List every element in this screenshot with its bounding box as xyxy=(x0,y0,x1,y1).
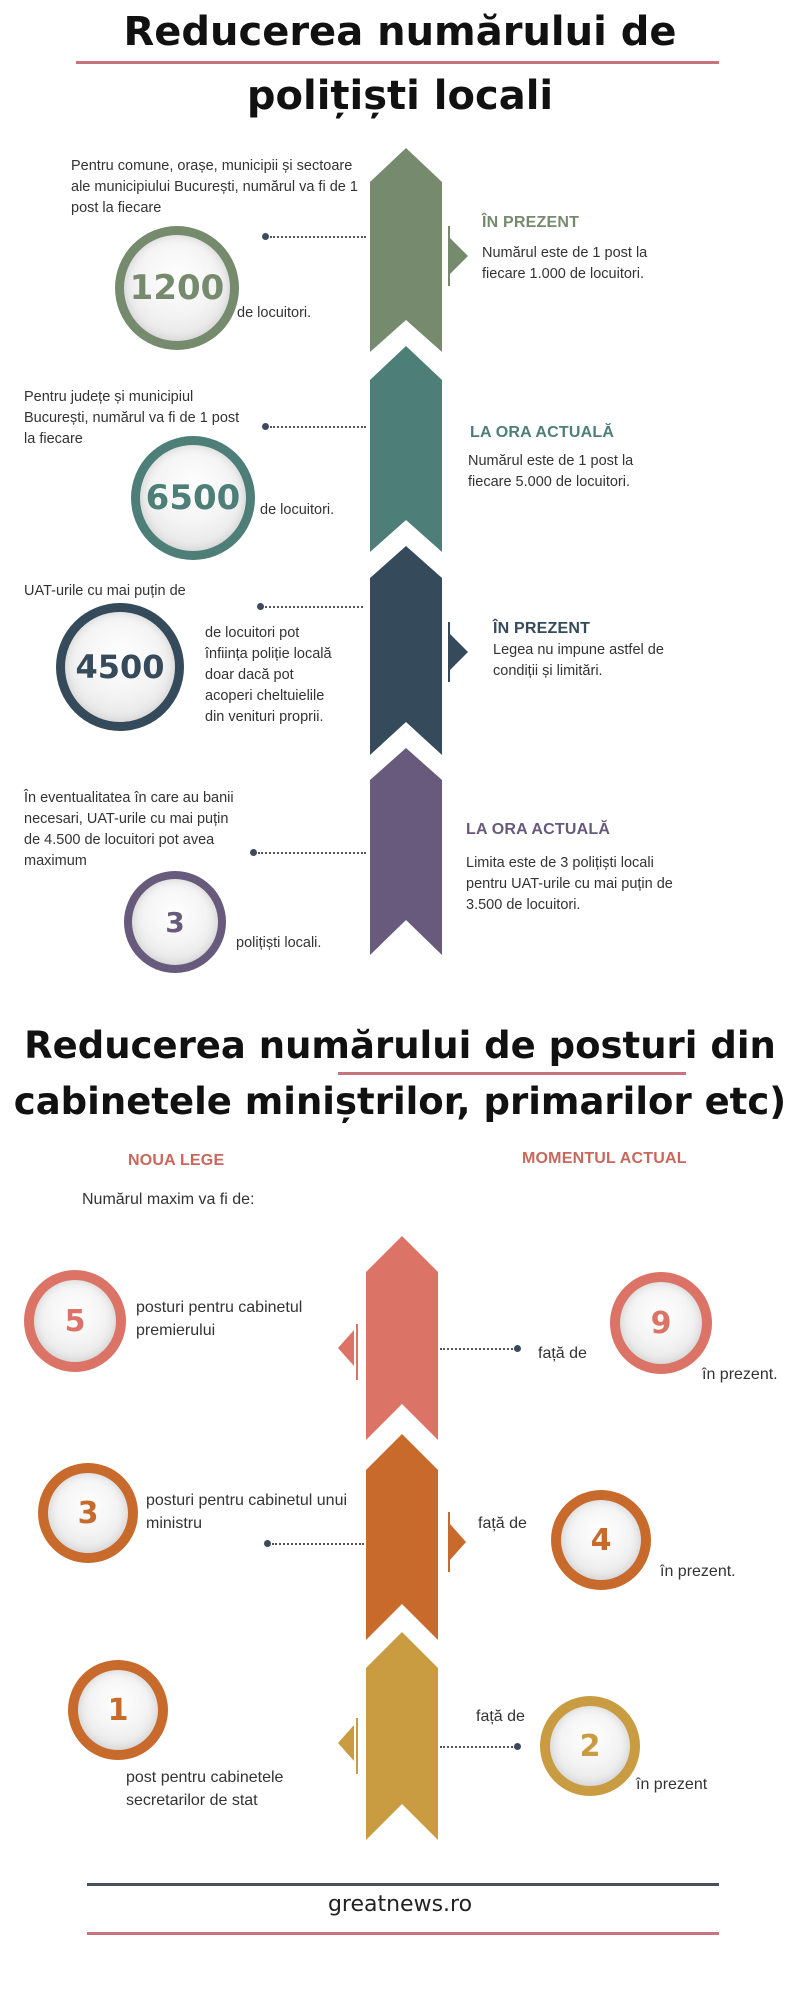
footer-bottom-rule xyxy=(87,1932,719,1935)
old-number-2: 2 xyxy=(550,1706,630,1786)
number-4500: 4500 xyxy=(65,612,175,722)
old-circle-9 xyxy=(610,1272,712,1374)
old-circle-2 xyxy=(540,1696,640,1796)
connector-dot xyxy=(250,849,257,856)
item2-left-text: Pentru județe și municipiul București, numărul va fi de 1 post la fiecare xyxy=(24,389,240,447)
title-underline-2 xyxy=(338,1072,686,1075)
connector-dot xyxy=(262,233,269,240)
timeline-chevron-1 xyxy=(370,148,442,352)
item1-right-heading: ÎN PREZENT xyxy=(482,214,580,231)
item6-new-text: posturi pentru cabinetul unui ministru xyxy=(146,1492,348,1532)
connector-line xyxy=(270,236,366,238)
old-circle-4 xyxy=(551,1490,651,1590)
footer-site: greatnews.ro xyxy=(327,1892,473,1917)
timeline-chevron-6 xyxy=(366,1434,438,1640)
number-circle-3 xyxy=(124,871,226,973)
new-number-5: 5 xyxy=(34,1280,116,1362)
item4-left-text: În eventualitatea în care au banii necesari, UAT-urile cu mai puțin de 4.500 de locuitori pot avea maximum xyxy=(24,790,234,869)
col-left-heading: NOUA LEGE xyxy=(128,1152,225,1169)
old-number-4: 4 xyxy=(561,1500,641,1580)
pointer-tick xyxy=(448,622,450,682)
item4-right-text: Limita este de 3 polițiști locali pentru UAT-urile cu mai puțin de 3.500 de locuitori. xyxy=(466,855,673,913)
timeline-chevron-5 xyxy=(366,1236,438,1440)
pointer-right-6 xyxy=(450,1524,466,1560)
item6-vs: față de xyxy=(478,1515,527,1532)
number-circle-6500 xyxy=(131,436,255,560)
timeline-chevron-2 xyxy=(370,346,442,552)
number-6500: 6500 xyxy=(140,445,246,551)
item5-new-text: posturi pentru cabinetul premierului xyxy=(136,1299,303,1339)
item3-right-text: Legea nu impune astfel de condiții și limitări. xyxy=(493,642,664,679)
new-circle-3 xyxy=(38,1463,138,1563)
connector-dot xyxy=(514,1743,521,1750)
item2-right-text: Numărul este de 1 post la fiecare 5.000 de locuitori. xyxy=(468,453,634,490)
item1-left-text: Pentru comune, orașe, municipii și sectoare ale municipiului București, numărul va fi de 1 post la fiecare xyxy=(71,158,358,216)
item3-suffix: de locuitori pot înființa poliție locală doar dacă pot acoperi cheltuielile din venituri proprii. xyxy=(205,625,332,725)
item2-right-heading: LA ORA ACTUALĂ xyxy=(470,424,615,441)
connector-line xyxy=(265,606,363,608)
item6-old-suffix: în prezent. xyxy=(660,1563,736,1580)
item3-right-heading: ÎN PREZENT xyxy=(493,620,591,637)
timeline-chevron-7 xyxy=(366,1632,438,1840)
item4-right-heading: LA ORA ACTUALĂ xyxy=(466,821,611,838)
section2-title-line1: Reducerea numărului de posturi din xyxy=(24,1024,776,1067)
connector-dot xyxy=(257,603,264,610)
item3-left-text: UAT-urile cu mai puțin de xyxy=(24,583,186,599)
old-number-9: 9 xyxy=(620,1282,702,1364)
item5-old-suffix: în prezent. xyxy=(702,1366,778,1383)
connector-line xyxy=(270,426,366,428)
connector-dot xyxy=(514,1345,521,1352)
number-1200: 1200 xyxy=(124,235,230,341)
connector-line xyxy=(258,852,366,854)
connector-dot xyxy=(262,423,269,430)
new-circle-5 xyxy=(24,1270,126,1372)
footer-top-rule xyxy=(87,1883,719,1886)
number-circle-4500 xyxy=(56,603,184,731)
pointer-tick xyxy=(356,1324,358,1380)
pointer-right-1 xyxy=(450,238,468,274)
item1-suffix: de locuitori. xyxy=(237,305,312,321)
number-3: 3 xyxy=(132,879,218,965)
item7-old-suffix: în prezent xyxy=(636,1776,708,1793)
pointer-left-7 xyxy=(338,1725,354,1761)
new-circle-1 xyxy=(68,1660,168,1760)
number-circle-1200 xyxy=(115,226,239,350)
pointer-tick xyxy=(448,1512,450,1572)
intro-text: Numărul maxim va fi de: xyxy=(82,1191,255,1208)
col-right-heading: MOMENTUL ACTUAL xyxy=(522,1150,687,1167)
pointer-right-3 xyxy=(450,634,468,670)
item5-vs: față de xyxy=(538,1345,587,1362)
section2-title-line2: cabinetele miniștrilor, primarilor etc) xyxy=(13,1080,787,1123)
pointer-tick xyxy=(448,226,450,286)
new-number-3: 3 xyxy=(48,1473,128,1553)
item4-suffix: polițiști locali. xyxy=(236,935,322,951)
item2-suffix: de locuitori. xyxy=(260,502,335,518)
new-number-1: 1 xyxy=(78,1670,158,1750)
section1-title-line2: polițiști locali xyxy=(246,73,554,119)
connector-line xyxy=(440,1746,516,1748)
item7-vs: față de xyxy=(476,1708,525,1725)
connector-line xyxy=(272,1543,364,1545)
section1-title-line1: Reducerea numărului de xyxy=(123,9,677,55)
timeline-chevron-3 xyxy=(370,546,442,755)
item7-new-text: post pentru cabinetele secretarilor de stat xyxy=(126,1769,284,1809)
connector-dot xyxy=(264,1540,271,1547)
connector-line xyxy=(440,1348,516,1350)
pointer-tick xyxy=(356,1718,358,1774)
item1-right-text: Numărul este de 1 post la fiecare 1.000 de locuitori. xyxy=(482,245,648,282)
timeline-chevron-4 xyxy=(370,748,442,955)
